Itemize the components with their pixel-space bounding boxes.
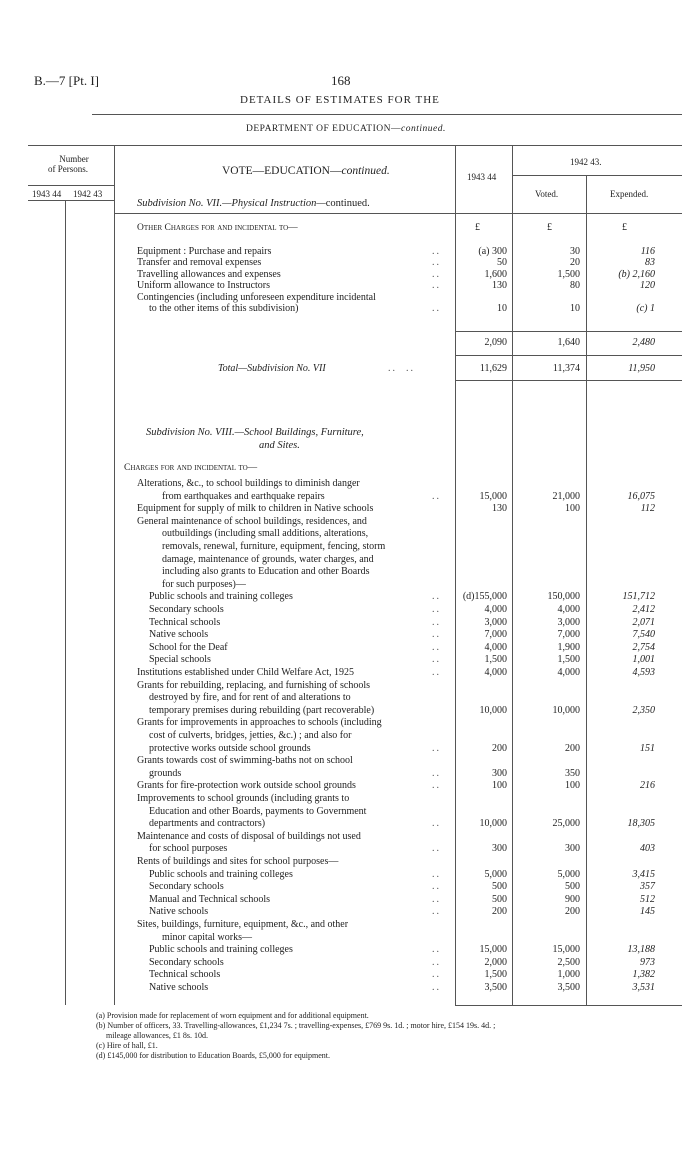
estimate-1943: 500 [492, 881, 507, 893]
row-leader: .. [432, 604, 441, 615]
estimate-1943: 3,500 [484, 982, 507, 993]
table-row [0, 743, 700, 755]
voted-1942: 30 [570, 246, 580, 257]
expended-1942: 512 [640, 893, 655, 905]
header-rule [92, 114, 682, 115]
estimate-1943: 7,000 [484, 629, 507, 641]
estimate-1943: 1,500 [484, 654, 507, 666]
expended-1942: 3,415 [632, 868, 655, 880]
voted-1942: 1,500 [557, 268, 580, 280]
row-label: Uniform allowance to Instructors [137, 280, 271, 292]
row-label: destroyed by fire, and for rent of and alterations to [149, 692, 351, 704]
section7-heading-text: Subdivision No. VII.—Physical Instruction— [137, 198, 326, 209]
expended-1942: 151 [640, 742, 655, 754]
expended-1942: 13,188 [627, 944, 655, 956]
estimate-1943: 4,000 [484, 667, 507, 678]
expended-1942: 151,712 [622, 591, 655, 603]
row-label: Grants towards cost of swimming-baths not on school [137, 755, 353, 767]
expended-1942: 403 [640, 843, 655, 855]
estimate-1943: 4,000 [484, 604, 507, 615]
expended-1942: 112 [640, 503, 655, 515]
row-label: Secondary schools [149, 604, 224, 615]
row-label: Secondary schools [149, 881, 224, 893]
row-label: cost of culverts, bridges, jetties, &c.) ; and also for [149, 730, 352, 741]
currency-symbol-voted: £ [547, 222, 552, 233]
voted-1942: 3,500 [557, 982, 580, 993]
estimate-1943: 100 [492, 780, 507, 792]
row-label: including also grants to Education and other Boards [162, 566, 370, 578]
row-label: Native schools [149, 982, 209, 993]
voted-1942: 200 [565, 906, 580, 918]
footnote: (a) Provision made for replacement of worn equipment and for additional equipment. [96, 1011, 369, 1020]
row-label: Grants for rebuilding, replacing, and furnishing of schools [137, 679, 371, 691]
row-leader: .. [432, 246, 441, 257]
table-row [0, 303, 700, 315]
table-row [0, 516, 700, 528]
row-label: for such purposes)— [162, 578, 246, 590]
vote-heading [222, 165, 390, 177]
estimate-1943: 200 [492, 742, 507, 754]
row-leader: .. [432, 742, 441, 754]
row-leader: .. [432, 268, 441, 280]
row-label: for school purposes [149, 843, 228, 855]
expended-1942: 216 [640, 780, 655, 792]
row-label: Equipment : Purchase and repairs [137, 246, 272, 257]
expended-1942: 3,531 [632, 982, 655, 993]
section7-heading [137, 198, 370, 209]
voted-1942: 300 [565, 843, 580, 855]
estimate-1943: (d)155,000 [462, 591, 507, 603]
table-row [0, 680, 700, 692]
row-leader: .. [432, 257, 441, 269]
table-row [0, 894, 700, 906]
voted-1942: 100 [565, 780, 580, 792]
row-leader: .. [432, 818, 441, 830]
table-row [0, 629, 700, 641]
table-row [0, 246, 700, 258]
table-row [0, 969, 700, 981]
table-row [0, 755, 700, 767]
table-row [0, 478, 700, 490]
row-label: Improvements to school grounds (including grants to [137, 793, 350, 804]
table-row [0, 579, 700, 591]
total-leader: .. .. [388, 363, 415, 374]
estimate-1943: 200 [492, 906, 507, 918]
row-leader: .. [432, 956, 441, 968]
voted-1942: 7,000 [557, 629, 580, 641]
expended-1942: 357 [640, 881, 655, 893]
row-label: Contingencies (including unforeseen expenditure incidental [137, 291, 376, 303]
row-leader: .. [432, 893, 441, 905]
table-row [0, 793, 700, 805]
expended-1942: 18,305 [627, 818, 655, 830]
section8-heading-1: Subdivision No. VIII.—School Buildings, Furniture, [146, 427, 364, 438]
row-label: from earthquakes and earthquake repairs [162, 490, 325, 502]
row-label: to the other items of this subdivision) [149, 303, 299, 314]
row-label: Technical schools [149, 969, 221, 981]
table-row [0, 818, 700, 830]
row-label: grounds [149, 767, 182, 779]
row-leader: .. [432, 616, 441, 628]
table-row [0, 591, 700, 603]
row-leader: .. [432, 629, 441, 641]
expended-1942: 2,754 [632, 641, 655, 653]
row-label: Secondary schools [149, 956, 224, 968]
section7-heading-continued: continued. [325, 198, 370, 209]
voted-1942: 4,000 [557, 604, 580, 615]
estimate-1943: 4,000 [484, 641, 507, 653]
row-label: Education and other Boards, payments to Government [149, 805, 367, 817]
voted-1942: 1,000 [557, 969, 580, 981]
voted-1942: 1,500 [557, 654, 580, 666]
expended-1942: 83 [645, 257, 655, 269]
estimate-1943: (a) 300 [478, 246, 507, 257]
table-row [0, 768, 700, 780]
table-row [0, 654, 700, 666]
vote-text: VOTE—EDUCATION— [222, 165, 342, 177]
table-row [0, 856, 700, 868]
row-leader: .. [432, 490, 441, 502]
table-row [0, 932, 700, 944]
footnote: mileage allowances, £1 8s. 10d. [106, 1031, 208, 1040]
table-row [0, 292, 700, 304]
col-1943-persons: 1943 44 [32, 189, 62, 199]
estimate-1943: 3,000 [484, 616, 507, 628]
row-label: departments and contractors) [149, 818, 266, 830]
number-of-persons-line2: of Persons. [48, 164, 88, 174]
voted-1942: 20 [570, 257, 580, 269]
row-label: Public schools and training colleges [149, 868, 293, 880]
table-row [0, 831, 700, 843]
subtitle-text: DEPARTMENT OF EDUCATION— [246, 124, 401, 134]
row-leader: .. [432, 591, 441, 603]
currency-symbol-1943: £ [475, 222, 480, 233]
expended-1942: 973 [640, 956, 655, 968]
section8-charges-heading: Charges for and incidental to— [124, 463, 258, 473]
table-row [0, 692, 700, 704]
table-row [0, 269, 700, 281]
table-row [0, 869, 700, 881]
subtotal-expended: 2,480 [632, 337, 655, 348]
persons-rule [28, 185, 114, 186]
row-leader: .. [432, 843, 441, 855]
table-row [0, 806, 700, 818]
row-label: Public schools and training colleges [149, 591, 293, 603]
voted-1942: 15,000 [552, 944, 580, 956]
row-label: Public schools and training colleges [149, 944, 293, 956]
page-reference: B.—7 [Pt. I] [34, 73, 99, 88]
row-label: Equipment for supply of milk to children in Native schools [137, 503, 374, 515]
table-row [0, 566, 700, 578]
estimate-1943: 130 [492, 503, 507, 515]
expended-1942: 16,075 [627, 490, 655, 502]
row-leader: .. [432, 280, 441, 292]
year-1942-rule [512, 175, 682, 176]
row-label: Grants for fire-protection work outside school grounds [137, 780, 356, 792]
voted-1942: 350 [565, 767, 580, 779]
row-label: Transfer and removal expenses [137, 257, 262, 269]
total-voted: 11,374 [552, 363, 580, 374]
table-row [0, 528, 700, 540]
row-label: temporary premises during rebuilding (part recoverable) [149, 704, 375, 716]
vote-continued: continued. [341, 165, 390, 177]
row-label: Manual and Technical schools [149, 893, 271, 905]
row-label: minor capital works— [162, 931, 252, 943]
subtotal-1943: 2,090 [484, 337, 507, 348]
number-of-persons-line1: Number [59, 154, 89, 164]
table-row [0, 554, 700, 566]
table-row [0, 906, 700, 918]
voted-1942: 150,000 [547, 591, 580, 603]
estimate-1943: 15,000 [479, 944, 507, 956]
voted-1942: 10 [570, 303, 580, 314]
expended-1942: 2,071 [632, 616, 655, 628]
section8-heading-2: and Sites. [259, 440, 300, 451]
estimate-1943: 5,000 [484, 868, 507, 880]
estimate-1943: 10,000 [479, 704, 507, 716]
row-label: Native schools [149, 629, 209, 641]
subtotal-rule [455, 331, 682, 332]
page-number: 168 [331, 73, 351, 88]
row-label: Grants for improvements in approaches to schools (including [137, 717, 382, 729]
table-row [0, 717, 700, 729]
voted-1942: 500 [565, 881, 580, 893]
persons-rule-2 [28, 200, 114, 201]
row-label: General maintenance of school buildings, residences, and [137, 515, 367, 527]
page-subtitle [246, 124, 446, 134]
voted-1942: 1,900 [557, 641, 580, 653]
row-label: outbuildings (including small additions, alterations, [162, 528, 369, 540]
table-row [0, 982, 700, 994]
table-row [0, 730, 700, 742]
table-row [0, 957, 700, 969]
expended-heading: Expended. [610, 189, 649, 199]
section7-subtotal [0, 337, 700, 349]
voted-1942: 5,000 [557, 868, 580, 880]
table-row [0, 257, 700, 269]
expended-1942: 145 [640, 906, 655, 918]
voted-1942: 21,000 [552, 490, 580, 502]
table-row [0, 617, 700, 629]
estimate-1943: 300 [492, 767, 507, 779]
voted-1942: 2,500 [557, 956, 580, 968]
row-label: Maintenance and costs of disposal of buildings not used [137, 830, 361, 842]
row-leader: .. [432, 654, 441, 666]
estimate-1943: 130 [492, 280, 507, 292]
table-row [0, 503, 700, 515]
estimate-1943: 1,500 [484, 969, 507, 981]
expended-1942: (c) 1 [636, 303, 655, 314]
row-label: Sites, buildings, furniture, equipment, &c., and other [137, 919, 349, 930]
table-row [0, 919, 700, 931]
subtotal-voted: 1,640 [557, 337, 580, 348]
expended-1942: (b) 2,160 [618, 268, 655, 280]
total-1943: 11,629 [479, 363, 507, 374]
table-top-rule [28, 145, 682, 146]
total-bottom-rule [455, 380, 682, 381]
currency-symbol-expended: £ [622, 222, 627, 233]
row-leader: .. [432, 780, 441, 792]
expended-1942: 4,593 [632, 667, 655, 678]
estimate-1943: 50 [497, 257, 507, 269]
total-rule [455, 355, 682, 356]
table-row [0, 604, 700, 616]
voted-1942: 4,000 [557, 667, 580, 678]
estimate-1943: 2,000 [484, 956, 507, 968]
estimate-1943: 1,600 [484, 268, 507, 280]
row-leader: .. [432, 641, 441, 653]
voted-1942: 80 [570, 280, 580, 292]
table-bottom-rule [455, 1005, 682, 1006]
estimate-1943: 500 [492, 893, 507, 905]
expended-1942: 116 [640, 246, 655, 257]
estimate-1943: 300 [492, 843, 507, 855]
footnote: (c) Hire of hall, £1. [96, 1041, 158, 1050]
row-label: Alterations, &c., to school buildings to diminish danger [137, 478, 360, 489]
row-label: Travelling allowances and expenses [137, 268, 281, 280]
row-label: Institutions established under Child Welfare Act, 1925 [137, 667, 355, 678]
voted-1942: 3,000 [557, 616, 580, 628]
total-label: Total—Subdivision No. VII [218, 363, 326, 374]
footnote: (d) £145,000 for distribution to Education Boards, £5,000 for equipment. [96, 1051, 330, 1060]
row-leader: .. [432, 906, 441, 918]
year-1942-heading: 1942 43. [570, 157, 602, 167]
row-label: Technical schools [149, 616, 221, 628]
expended-1942: 120 [640, 280, 655, 292]
subtitle-continued: continued. [401, 124, 446, 134]
expended-1942: 2,412 [632, 604, 655, 615]
expended-1942: 1,382 [632, 969, 655, 981]
expended-1942: 7,540 [632, 629, 655, 641]
table-row [0, 881, 700, 893]
row-leader: .. [432, 667, 441, 678]
row-label: School for the Deaf [149, 641, 228, 653]
table-row [0, 491, 700, 503]
row-leader: .. [432, 969, 441, 981]
estimate-1943: 10 [497, 303, 507, 314]
row-label: Native schools [149, 906, 209, 918]
voted-1942: 10,000 [552, 704, 580, 716]
table-row [0, 780, 700, 792]
section7-total [0, 363, 700, 375]
total-expended: 11,950 [628, 363, 655, 374]
row-leader: .. [432, 868, 441, 880]
voted-1942: 100 [565, 503, 580, 515]
row-leader: .. [432, 982, 441, 993]
row-label: Special schools [149, 654, 211, 666]
section7-charges-heading: Other Charges for and incidental to— [137, 223, 298, 233]
row-leader: .. [432, 944, 441, 956]
estimate-1943: 10,000 [479, 818, 507, 830]
row-label: protective works outside school grounds [149, 742, 311, 754]
row-label: Rents of buildings and sites for school purposes— [137, 856, 339, 867]
row-leader: .. [432, 881, 441, 893]
table-row [0, 280, 700, 292]
col-1942-persons: 1942 43 [73, 189, 103, 199]
voted-1942: 25,000 [552, 818, 580, 830]
table-row [0, 843, 700, 855]
voted-1942: 200 [565, 742, 580, 754]
row-leader: .. [432, 303, 441, 314]
expended-1942: 2,350 [632, 704, 655, 716]
year-1943-heading: 1943 44 [467, 172, 497, 182]
estimate-1943: 15,000 [479, 490, 507, 502]
voted-heading: Voted. [535, 189, 559, 199]
header-bottom-rule [114, 213, 682, 214]
table-row [0, 667, 700, 679]
table-row [0, 705, 700, 717]
table-row [0, 541, 700, 553]
expended-1942: 1,001 [632, 654, 655, 666]
table-row [0, 944, 700, 956]
footnote: (b) Number of officers, 33. Travelling-allowances, £1,234 7s. ; travelling-expenses, £769 9s. 1d. ; motor hire, £154 19s. 4d. ; [96, 1021, 496, 1030]
row-label: damage, maintenance of grounds, water charges, and [162, 553, 374, 565]
page-title: DETAILS OF ESTIMATES FOR THE [240, 94, 440, 106]
table-row [0, 642, 700, 654]
row-label: removals, renewal, furniture, equipment, fencing, storm [162, 541, 386, 552]
row-leader: .. [432, 767, 441, 779]
voted-1942: 900 [565, 893, 580, 905]
